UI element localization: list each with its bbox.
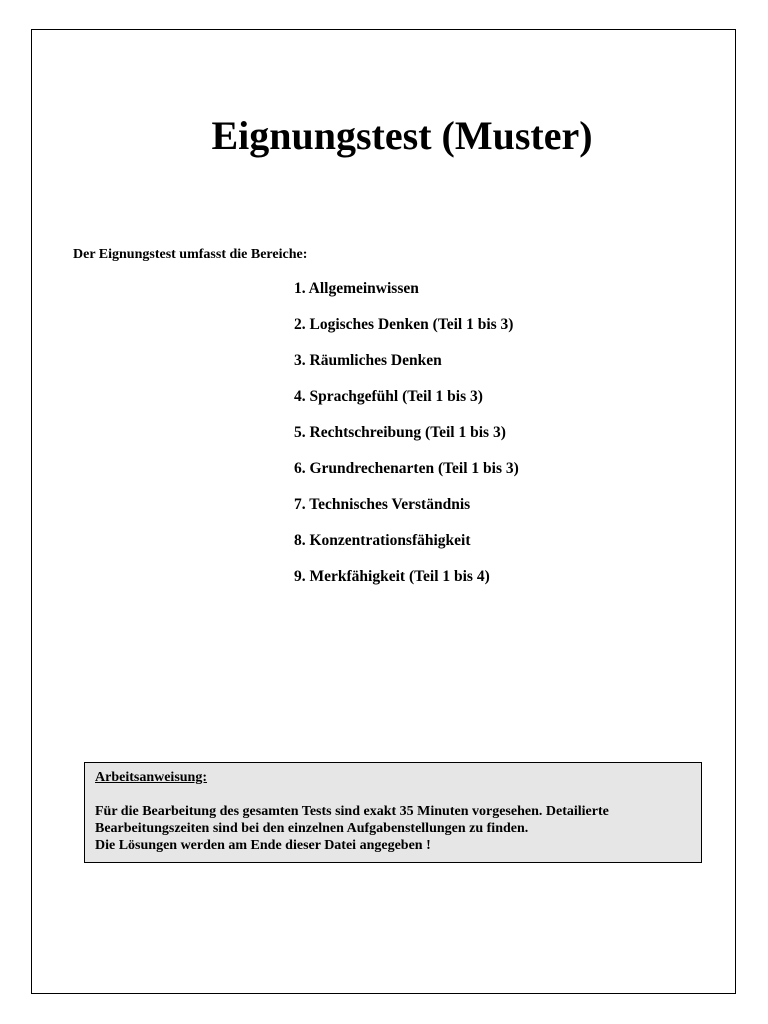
page-title: Eignungstest (Muster) [211, 113, 593, 158]
list-item-merkfaehigkeit: 9. Merkfähigkeit (Teil 1 bis 4) [294, 568, 490, 585]
instruction-box [84, 762, 702, 863]
areas-list [294, 278, 519, 602]
instruction-heading: Arbeitsanweisung: [95, 770, 208, 785]
instruction-line-solutions: Die Lösungen werden am Ende dieser Datei angegeben ! [95, 838, 431, 853]
list-item-konzentrationsfaehigkeit: 8. Konzentrationsfähigkeit [294, 532, 471, 549]
intro-text: Der Eignungstest umfasst die Bereiche: [73, 247, 308, 262]
instruction-line-duration: Für die Bearbeitung des gesamten Tests sind exakt 35 Minuten vorgesehen. Detailierte [95, 804, 609, 819]
list-item-grundrechenarten: 6. Grundrechenarten (Teil 1 bis 3) [294, 460, 519, 477]
list-item-logisches-denken: 2. Logisches Denken (Teil 1 bis 3) [294, 316, 514, 333]
list-item-sprachgefuehl: 4. Sprachgefühl (Teil 1 bis 3) [294, 388, 483, 405]
list-item-technisches-verstaendnis: 7. Technisches Verständnis [294, 496, 471, 513]
list-item-rechtschreibung: 5. Rechtschreibung (Teil 1 bis 3) [294, 424, 506, 441]
list-item-allgemeinwissen: 1. Allgemeinwissen [294, 280, 419, 297]
list-item-raeumliches-denken: 3. Räumliches Denken [294, 352, 442, 369]
instruction-line-times: Bearbeitungszeiten sind bei den einzelnen Aufgabenstellungen zu finden. [95, 821, 529, 836]
